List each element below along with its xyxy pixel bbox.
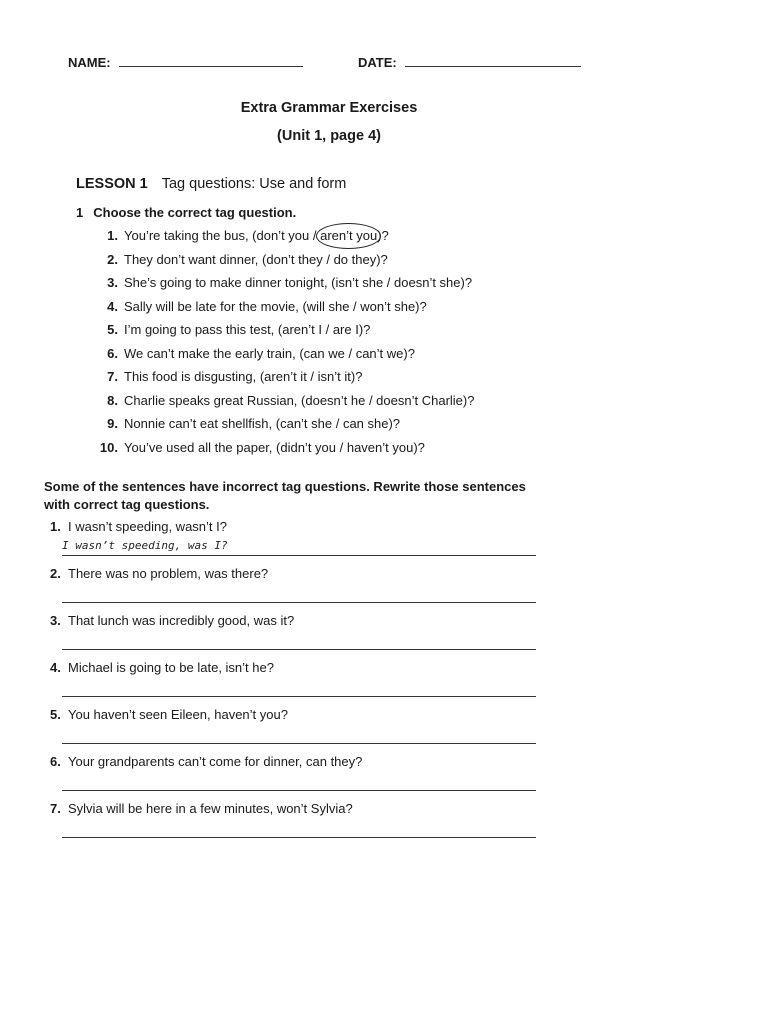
exercise1-instruction-text: Choose the correct tag question.: [93, 205, 297, 220]
item-text[interactable]: Nonnie can’t eat shellfish, (can’t she / can she)?: [124, 416, 401, 431]
question-text: You haven’t seen Eileen, haven’t you?: [68, 707, 288, 722]
exercise2-instruction: Some of the sentences have incorrect tag questions. Rewrite those sentences with correct tag questions.: [44, 479, 526, 512]
exercise1-item: [90, 273, 550, 297]
item-number: 7.: [50, 801, 61, 816]
item-text[interactable]: Charlie speaks great Russian, (doesn’t he / doesn’t Charlie)?: [124, 392, 475, 408]
item-number: 4.: [107, 298, 118, 314]
item-text[interactable]: I’m going to pass this test, (aren’t I / are I)?: [124, 322, 371, 337]
answer-line[interactable]: [62, 696, 536, 697]
exercise2-item: [50, 659, 540, 706]
exercise1-item: [90, 391, 550, 415]
exercise1-item: [90, 414, 550, 438]
item-text-after: )?: [377, 228, 389, 243]
item-text[interactable]: They don’t want dinner, (don’t they / do they)?: [124, 251, 388, 267]
question-text: There was no problem, was there?: [68, 566, 269, 581]
exercise1-item: [90, 367, 550, 391]
lesson-heading: [76, 176, 346, 192]
item-number: 4.: [50, 660, 61, 675]
page-title: Extra Grammar Exercises: [240, 100, 418, 116]
item-text: [124, 226, 389, 250]
name-label: NAME:: [68, 55, 111, 70]
exercise1-item: [90, 320, 550, 344]
exercise1-list: [90, 226, 550, 461]
page-subtitle: (Unit 1, page 4): [277, 128, 381, 144]
question-text: Sylvia will be here in a few minutes, won’t Sylvia?: [68, 801, 353, 816]
header-row: [68, 54, 608, 74]
item-text[interactable]: Sally will be late for the movie, (will she / won’t she)?: [124, 298, 427, 314]
question-text: I wasn’t speeding, wasn’t I?: [68, 519, 227, 534]
item-number: 7.: [107, 369, 118, 384]
item-number: 1.: [50, 519, 61, 534]
exercise2-question: [50, 518, 227, 536]
lesson-label: LESSON 1: [76, 176, 148, 192]
name-blank[interactable]: [119, 54, 303, 67]
item-text[interactable]: She’s going to make dinner tonight, (isn’t she / doesn’t she)?: [124, 275, 473, 290]
item-number: 5.: [107, 322, 118, 337]
answer-line[interactable]: [62, 649, 536, 650]
item-text[interactable]: We can’t make the early train, (can we / can’t we)?: [124, 345, 415, 361]
exercise2-list: [50, 518, 540, 847]
exercise2-item: [50, 565, 540, 612]
exercise2-question: [50, 565, 268, 583]
question-text: Michael is going to be late, isn’t he?: [68, 660, 274, 675]
item-number: 5.: [50, 707, 61, 722]
exercise1-number: 1: [76, 205, 84, 220]
item-text-before: You’re taking the bus, (don’t you /: [124, 228, 321, 243]
exercise2-question: [50, 659, 274, 677]
item-number: 2.: [50, 566, 61, 581]
exercise2-question: [50, 612, 294, 630]
item-number: 1.: [107, 228, 118, 243]
item-text[interactable]: This food is disgusting, (aren’t it / isn’t it)?: [124, 369, 363, 384]
answer-line[interactable]: [62, 743, 536, 744]
answer-line[interactable]: [62, 790, 536, 791]
lesson-title: Tag questions: Use and form: [161, 176, 347, 192]
item-number: 3.: [107, 275, 118, 290]
exercise1-item: [90, 250, 550, 274]
name-field: [68, 54, 303, 70]
item-number: 8.: [107, 392, 118, 408]
exercise1-instruction: [76, 205, 296, 220]
exercise2-question: [50, 800, 353, 818]
date-field: [358, 54, 581, 70]
exercise1-item: [90, 297, 550, 321]
exercise2-item: [50, 518, 540, 565]
item-number: 10.: [99, 439, 118, 455]
exercise2-item: [50, 800, 540, 847]
answer-line[interactable]: [62, 602, 536, 603]
exercise2-question: [50, 706, 288, 724]
handwritten-answer: I wasn’t speeding, was I?: [62, 539, 228, 552]
circled-answer[interactable]: aren’t you: [320, 226, 377, 246]
item-number: 6.: [107, 345, 118, 361]
exercise2-item: [50, 612, 540, 659]
exercise2-question: [50, 753, 362, 771]
answer-line[interactable]: [62, 555, 536, 556]
exercise1-item: [90, 344, 550, 368]
question-text: Your grandparents can’t come for dinner, can they?: [68, 754, 363, 769]
exercise2-item: [50, 706, 540, 753]
exercise1-item: [90, 226, 550, 250]
item-number: 3.: [50, 613, 61, 628]
answer-line[interactable]: [62, 837, 536, 838]
item-number: 2.: [107, 251, 118, 267]
exercise1-item: [90, 438, 550, 462]
date-label: DATE:: [358, 55, 397, 70]
item-text[interactable]: You’ve used all the paper, (didn’t you / haven’t you)?: [124, 439, 425, 455]
exercise2-item: [50, 753, 540, 800]
question-text: That lunch was incredibly good, was it?: [68, 613, 295, 628]
date-blank[interactable]: [405, 54, 581, 67]
item-number: 9.: [107, 416, 118, 431]
item-number: 6.: [50, 754, 61, 769]
